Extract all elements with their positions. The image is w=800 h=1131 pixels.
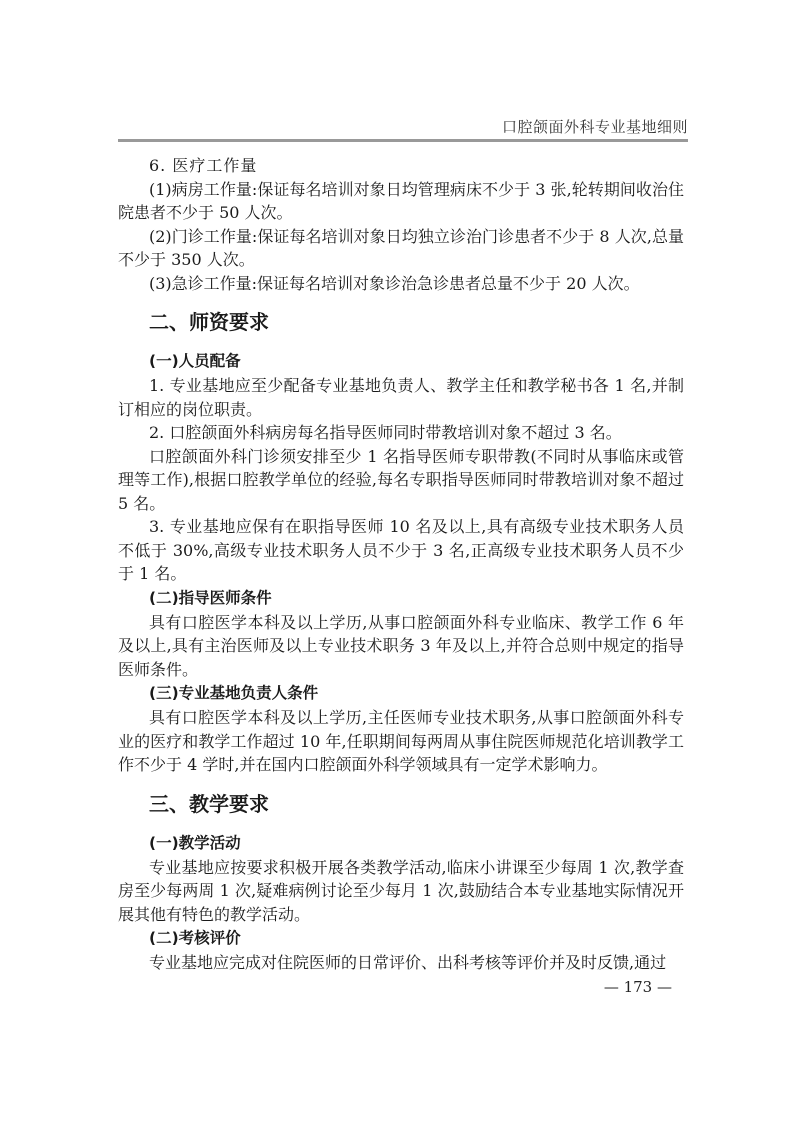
teaching-activities-paragraph: 专业基地应按要求积极开展各类教学活动,临床小讲课至少每周 1 次,教学查房至少每两周 1 次,疑难病例讨论至少每月 1 次,鼓励结合本专业基地实际情况开展其他有特色的教学活动。 — [118, 857, 684, 924]
page-body — [118, 154, 684, 975]
subheading-assessment: (二)考核评价 — [149, 929, 241, 947]
staffing-paragraph-1: 1. 专业基地应至少配备专业基地负责人、教学主任和教学秘书各 1 名,并制订相应的岗位职责。 — [118, 376, 684, 419]
staffing-paragraph-2: 2. 口腔颌面外科病房每名指导医师同时带教培训对象不超过 3 名。 — [149, 423, 622, 442]
workload-item-outpatient: (2)门诊工作量:保证每名培训对象日均独立诊治门诊患者不少于 8 人次,总量不少于 350 人次。 — [118, 226, 684, 269]
medical-workload-title: 6. 医疗工作量 — [149, 156, 258, 175]
staffing-paragraph-4: 3. 专业基地应保有在职指导医师 10 名及以上,具有高级专业技术职务人员不低于 30%,高级专业技术职务人员不少于 3 名,正高级专业技术职务人员不少于 1 名。 — [118, 517, 684, 583]
assessment-paragraph: 专业基地应完成对住院医师的日常评价、出科考核等评价并及时反馈,通过 — [149, 953, 667, 972]
running-header: 口腔颌面外科专业基地细则 — [501, 118, 688, 136]
instructor-conditions-paragraph: 具有口腔医学本科及以上学历,从事口腔颌面外科专业临床、教学工作 6 年及以上,具有主治医师及以上专业技术职务 3 年及以上,并符合总则中规定的指导医师条件。 — [118, 612, 684, 679]
workload-item-emergency: (3)急诊工作量:保证每名培训对象诊治急诊患者总量不少于 20 人次。 — [149, 273, 640, 293]
workload-item-ward: (1)病房工作量:保证每名培训对象日均管理病床不少于 3 张,轮转期间收治住院患者不少于 50 人次。 — [118, 179, 684, 222]
base-director-paragraph: 具有口腔医学本科及以上学历,主任医师专业技术职务,从事口腔颌面外科专业的医疗和教学工作超过 10 年,任职期间每两周从事住院医师规范化培训教学工作不少于 4 学时,并在国内口腔颌面外科学领域具有一定学术影响力。 — [118, 708, 684, 774]
section-heading-teaching: 三、教学要求 — [149, 791, 269, 816]
subheading-staffing: (一)人员配备 — [149, 352, 241, 370]
subheading-teaching-activities: (一)教学活动 — [149, 833, 241, 852]
staffing-paragraph-3: 口腔颌面外科门诊须安排至少 1 名指导医师专职带教(不同时从事临床或管理等工作),根据口腔教学单位的经验,每名专职指导医师同时带教培训对象不超过 5 名。 — [118, 446, 684, 513]
section-heading-faculty: 二、师资要求 — [149, 310, 269, 334]
header-rule — [118, 139, 688, 142]
subheading-instructor-conditions: (二)指导医师条件 — [149, 588, 272, 607]
page-number: — 173 — — [603, 978, 672, 996]
subheading-base-director-conditions: (三)专业基地负责人条件 — [149, 684, 319, 702]
